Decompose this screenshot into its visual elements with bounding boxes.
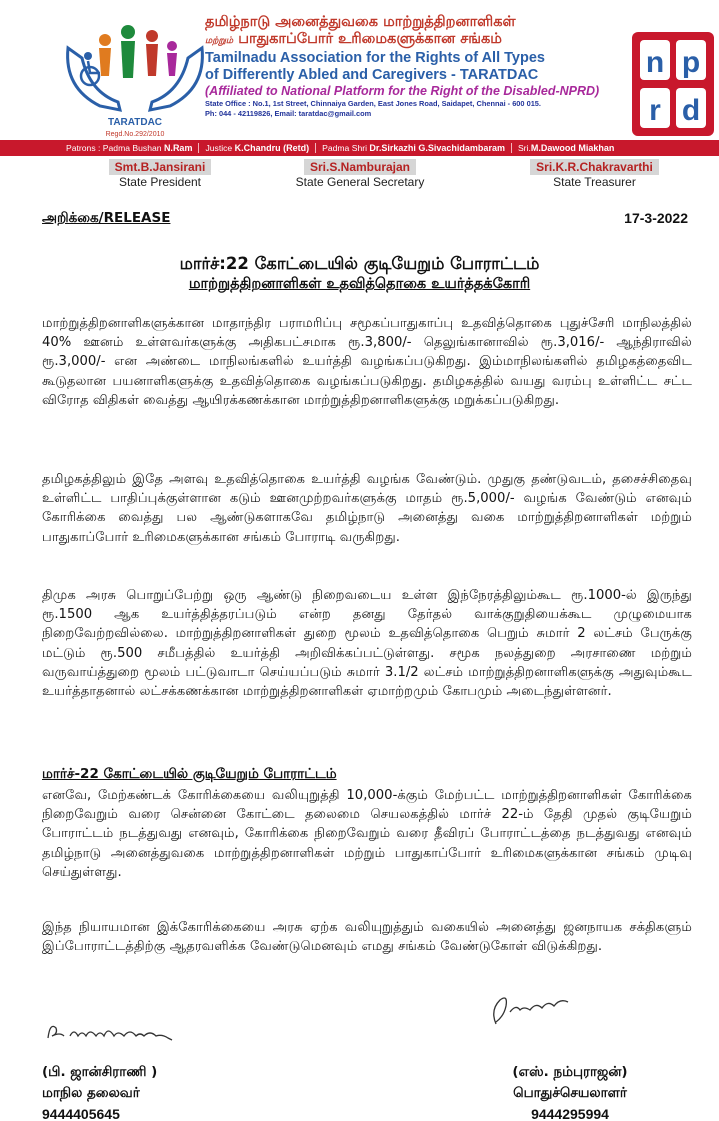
patrons-bar (0, 140, 719, 156)
signatory-role: மாநில தலைவர் (42, 1085, 140, 1101)
patron-item: Padma Shri Dr.Sirkazhi G.Sivachidambaram (316, 143, 512, 153)
secretary-signature-block (480, 1062, 660, 1121)
officer-treasurer (470, 156, 719, 190)
signatory-phone: 9444295994 (531, 1106, 609, 1121)
officer-role: State Treasurer (553, 175, 636, 189)
nprd-logo (632, 32, 714, 136)
nprd-logo-icon (632, 32, 714, 136)
officer-role: State General Secretary (295, 175, 425, 189)
english-title-line1: Tamilnadu Association for the Rights of All Types (205, 50, 545, 66)
section-heading: மார்ச்-22 கோட்டையில் குடியேறும் போராட்டம் (42, 766, 337, 782)
document-title: மார்ச்:22 கோட்டையில் குடியேறும் போராட்டம் (179, 254, 540, 273)
officer-name: Smt.B.Jansirani (109, 159, 212, 175)
release-header (42, 210, 688, 230)
organization-header (205, 14, 635, 119)
document-subtitle: மாற்றுத்திறனாளிகள் உதவித்தொகை உயர்த்தக்கோரி (188, 276, 531, 292)
secretary-signature-icon (486, 990, 576, 1030)
officers-row (0, 156, 719, 190)
release-label: அறிக்கை/RELEASE (42, 210, 171, 226)
tamil-title-line1: தமிழ்நாடு அனைத்துவகை மாற்றுத்திறனாளிகள் (205, 14, 516, 30)
release-date: 17-3-2022 (624, 210, 688, 226)
officer-name: Sri.K.R.Chakravarthi (530, 159, 659, 175)
officer-president (0, 156, 250, 190)
svg-text:r: r (649, 94, 661, 127)
officer-general-secretary (250, 156, 470, 190)
english-title-line2: of Differently Abled and Caregivers - TARATDAC (205, 67, 539, 83)
president-signature-block (42, 1062, 157, 1121)
patron-item: Sri.M.Dawood Miakhan (517, 143, 615, 153)
paragraph-5: இந்த நியாயமான இக்கோரிக்கையை அரசு ஏற்க வலியுறுத்தும் வகையில் அனைத்து ஜனநாயக சக்திகளும் இப்போராட்டத்திற்கு ஆதரவளிக்க வேண்டுமெனவும் எமது சங்கம் வேண்டுகோள் விடுக்கிறது. (42, 920, 692, 955)
officer-role: State President (118, 175, 202, 189)
paragraph-1: மாற்றுத்திறனாளிகளுக்கான மாதாந்திர பராமரிப்பு சமூகப்பாதுகாப்பு உதவித்தொகை புதுச்சேரி மாநிலத்தில் 40% ஊனம் உள்ளவர்களுக்கு அதிகபட்சமாக ரூ.3,800/- தெலுங்கானாவில் ரூ.3,016/- ஆந்திராவில் ரூ.3,000/- என அண்டை மாநிலங்களில் உயர்த்தி வழங்கப்படுகிறது. இம்மாநிலங்களில் தமிழகத்தைவிட கூடுதலான பயனாளிகளுக்கு உதவித்தொகை வழங்கப்படுகிறது. தமிழகத்தில் வயது வரம்பு உள்ளிட்ட சட்ட விரோத விதிகள் வைத்து ஆயிரக்கணக்கான மாற்றுத்திறனாளிகளுக்கு மறுக்கப்படுகிறது. (42, 316, 692, 408)
patron-item: Patrons : Padma Bushan N.Ram (60, 143, 199, 153)
signatory-name: (எஸ். நம்புராஜன்) (512, 1064, 628, 1080)
signatory-name: (பி. ஜான்சிராணி ) (42, 1064, 158, 1080)
paragraph-3: திமுக அரசு பொறுப்பேற்று ஒரு ஆண்டு நிறைவடைய உள்ள இந்நேரத்திலும்கூட ரூ.1000-ல் இருந்து ரூ.1500 ஆக உயர்த்தித்தரப்படும் என்ற தனது தேர்தல் வாக்குறுதியைக்கூட முழுமையாக நிறைவேற்றவில்லை. மாற்றுத்திறனாளிகள் துறை மூலம் உதவித்தொகை பெறும் சுமார் 2 லட்சம் பேருக்கு மட்டும் ரூ.500 சமீபத்தில் உயர்த்தி அறிவிக்கப்பட்டுள்ளது. சமூக நலத்துறை அரசாணை மற்றும் வருவாய்த்துறை மூலம் பட்டுவாடா செய்யப்படும் சுமார் 3.1/2 லட்சம் மாற்றுத்திறனாளிகளுக்கு அதுவும்கூட உயர்த்தாதனால் லட்சக்கணக்கான மாற்றுத்திறனாளிகள் ஏமாற்றமும் கோபமும் அடைந்துள்ளனர். (42, 588, 692, 700)
tamil-title-conjunction: மற்றும் (205, 36, 234, 46)
svg-text:p: p (681, 46, 701, 79)
paragraph-4: எனவே, மேற்கண்டக் கோரிக்கையை வலியுறுத்தி 10,000-க்கும் மேற்பட்ட மாற்றுத்திறனாளிகள் கோரிக்கை நிறைவேறும் வரை சென்னை கோட்டை தலைமை செயலகத்தில் மார்ச் 22-ம் தேதி முதல் குடியேறும் போராட்டம் நடத்துவது எனவும், கோரிக்கை நிறைவேறும் வரை தீவிரப் போராட்டத்தை நடத்துவது எனவும் தமிழ்நாடு அனைத்துவகை மாற்றுத்திறனாளிகள் மற்றும் பாதுகாப்போர் உரிமைகளுக்கான சங்கம் முடிவு செய்துள்ளது. (42, 788, 692, 880)
hands-family-icon (60, 18, 210, 118)
affiliation: (Affiliated to National Platform for the Right of the Disabled-NPRD) (205, 84, 600, 98)
paragraph-2: தமிழகத்திலும் இதே அளவு உதவித்தொகை உயர்த்தி வழங்க வேண்டும். முதுகு தண்டுவடம், தசைச்சிதைவு உள்ளிட்ட பாதிப்புக்குள்ளான கடும் ஊனமுற்றவர்களுக்கு மாதம் ரூ.5,000/- வழங்க வேண்டும் எனவும் கோரிக்கை வைத்து பல ஆண்டுகளாகவே தமிழ்நாடு அனைத்து வகை மாற்றுத்திறனாளிகள் மற்றும் பாதுகாப்போர் உரிமைகளுக்கான சங்கம் போராடி வருகிறது. (42, 472, 692, 545)
svg-text:n: n (645, 46, 665, 79)
letterhead (0, 0, 719, 196)
logo-label: TARATDAC (107, 117, 163, 128)
office-contact: Ph: 044 - 42119826, Email: taratdac@gmail.com (205, 109, 372, 118)
tamil-title-line2 (205, 31, 635, 50)
signatory-phone: 9444405645 (42, 1106, 120, 1121)
patron-item: Justice K.Chandru (Retd) (199, 143, 316, 153)
svg-text:d: d (681, 94, 701, 127)
signatory-role: பொதுச்செயலாளர் (513, 1085, 627, 1101)
office-address: State Office : No.1, 1st Street, Chinnaiya Garden, East Jones Road, Saidapet, Chennai - 600 015. (205, 99, 541, 108)
officer-name: Sri.S.Namburajan (304, 159, 416, 175)
tamil-title-line2-text: பாதுகாப்போர் உரிமைகளுக்கான சங்கம் (238, 31, 502, 47)
president-signature-icon (44, 1018, 184, 1044)
logo-reg-number: Regd.No.292/2010 (105, 131, 165, 138)
taratdac-logo (60, 18, 210, 138)
